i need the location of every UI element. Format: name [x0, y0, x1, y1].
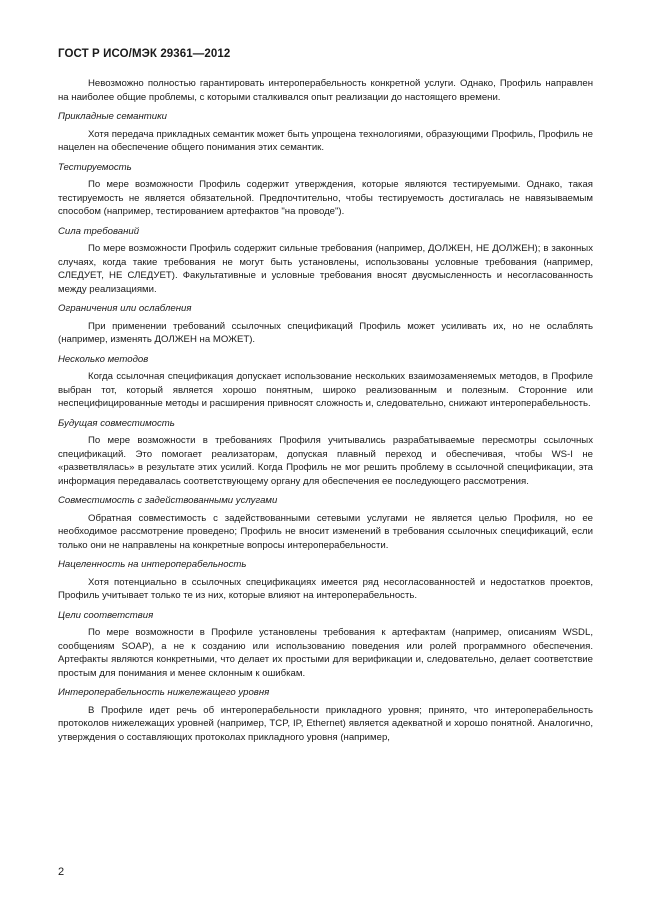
section-text-conformance-targets: По мере возможности в Профиле установлены требования к артефактам (например, описаниям WSDL, сообщениям SOAP), а не к созданию или использованию поведения или ролей программного обеспечения. Артефакты являются конкретными, что делает их простыми для верификации и, следовательно, делает соответствие простым для понимания и менее склонным к ошибкам.: [58, 627, 593, 679]
section-text-testability: По мере возможности Профиль содержит утверждения, которые являются тестируемыми. Однако, такая тестируемость не является обязательной. Предпочтительно, чтобы тестируемость достигалась не навязываемым способом (например, тестированием артефактов "на проводе").: [58, 179, 593, 217]
section-heading-conformance-targets: Цели соответствия: [58, 609, 154, 621]
section-text-strength-of-requirements: По мере возможности Профиль содержит сильные требования (например, ДОЛЖЕН, НЕ ДОЛЖЕН); в законных случаях, когда такие требования не могут быть установлены, использованы условные требования (например, СЛЕДУЕТ, НЕ СЛЕДУЕТ). Факультативные и условные требования вносят двусмысленность и несогласованность между реализациями.: [58, 243, 593, 295]
section-text-lower-layer: В Профиле идет речь об интероперабельности прикладного уровня; принято, что интероперабельность протоколов нижележащих уровней (например, TCP, IP, Ethernet) является адекватной и хорошо понятной. Аналогично, утверждения о составляющих протоколах прикладного уровня (например,: [58, 704, 593, 743]
intro-paragraph: Невозможно полностью гарантировать интероперабельность конкретной услуги. Однако, Профиль направлен на наиболее общие проблемы, с которыми сталкивался опыт реализации до настоящего времени.: [58, 78, 593, 103]
section-text-restrictions: При применении требований ссылочных спецификаций Профиль может усиливать их, но не ослаблять (например, изменять ДОЛЖЕН на МОЖЕТ).: [58, 320, 593, 345]
document-header: ГОСТ Р ИСО/МЭК 29361—2012: [58, 48, 231, 60]
section-heading-deployed-services: Совместимость с задействованными услугами: [58, 495, 278, 506]
section-heading-restrictions: Ограничения или ослабления: [58, 303, 192, 314]
section-text-interoperability-focus: Хотя потенциально в ссылочных спецификациях имеется ряд несогласованностей и недостатков проектов, Профиль учитывает только те из них, которые влияют на интероперабельность.: [58, 576, 593, 601]
section-text-deployed-services: Обратная совместимость с задействованными сетевыми услугами не является целью Профиля, но ее необходимое рассмотрение проведено; Профиль не вносит изменений в требования ссылочных спецификаций, если только они не направлены на конкретные вопросы интероперабельности.: [58, 512, 593, 551]
section-text-applied-semantics: Хотя передача прикладных семантик может быть упрощена технологиями, образующими Профиль, Профиль не нацелен на обеспечение общего понимания этих семантик.: [58, 128, 593, 153]
section-text-multiple-methods: Когда ссылочная спецификация допускает использование нескольких взаимозаменяемых методов, в Профиле выбран тот, который является хорошо понятным, широко реализованным и полезным. Сторонние или неспецифицированные методы и расширения привносят сложность и, следовательно, снижают интероперабельность.: [58, 371, 593, 409]
section-heading-future-compatibility: Будущая совместимость: [58, 417, 175, 429]
section-heading-testability: Тестируемость: [58, 161, 132, 173]
section-heading-applied-semantics: Прикладные семантики: [58, 111, 167, 122]
document-body: [58, 77, 593, 744]
section-text-future-compatibility: По мере возможности в требованиях Профиля учитывались разрабатываемые пересмотры ссылочных спецификаций. Это помогает реализаторам, допуская плавный переход и обеспечивая, чтобы WS-I не «разветвлялась» в результате этих усилий. Когда Профиль не мог решить проблему в ссылочной спецификации, эта информация передавалась соответствующему органу для обеспечения ее последующего рассмотрения.: [58, 435, 593, 487]
section-heading-lower-layer: Интероперабельность нижележащего уровня: [58, 687, 270, 698]
section-heading-interoperability-focus: Нацеленность на интероперабельность: [58, 559, 247, 570]
section-heading-multiple-methods: Несколько методов: [58, 353, 149, 365]
section-heading-strength-of-requirements: Сила требований: [58, 225, 140, 237]
page-number: 2: [58, 866, 65, 878]
